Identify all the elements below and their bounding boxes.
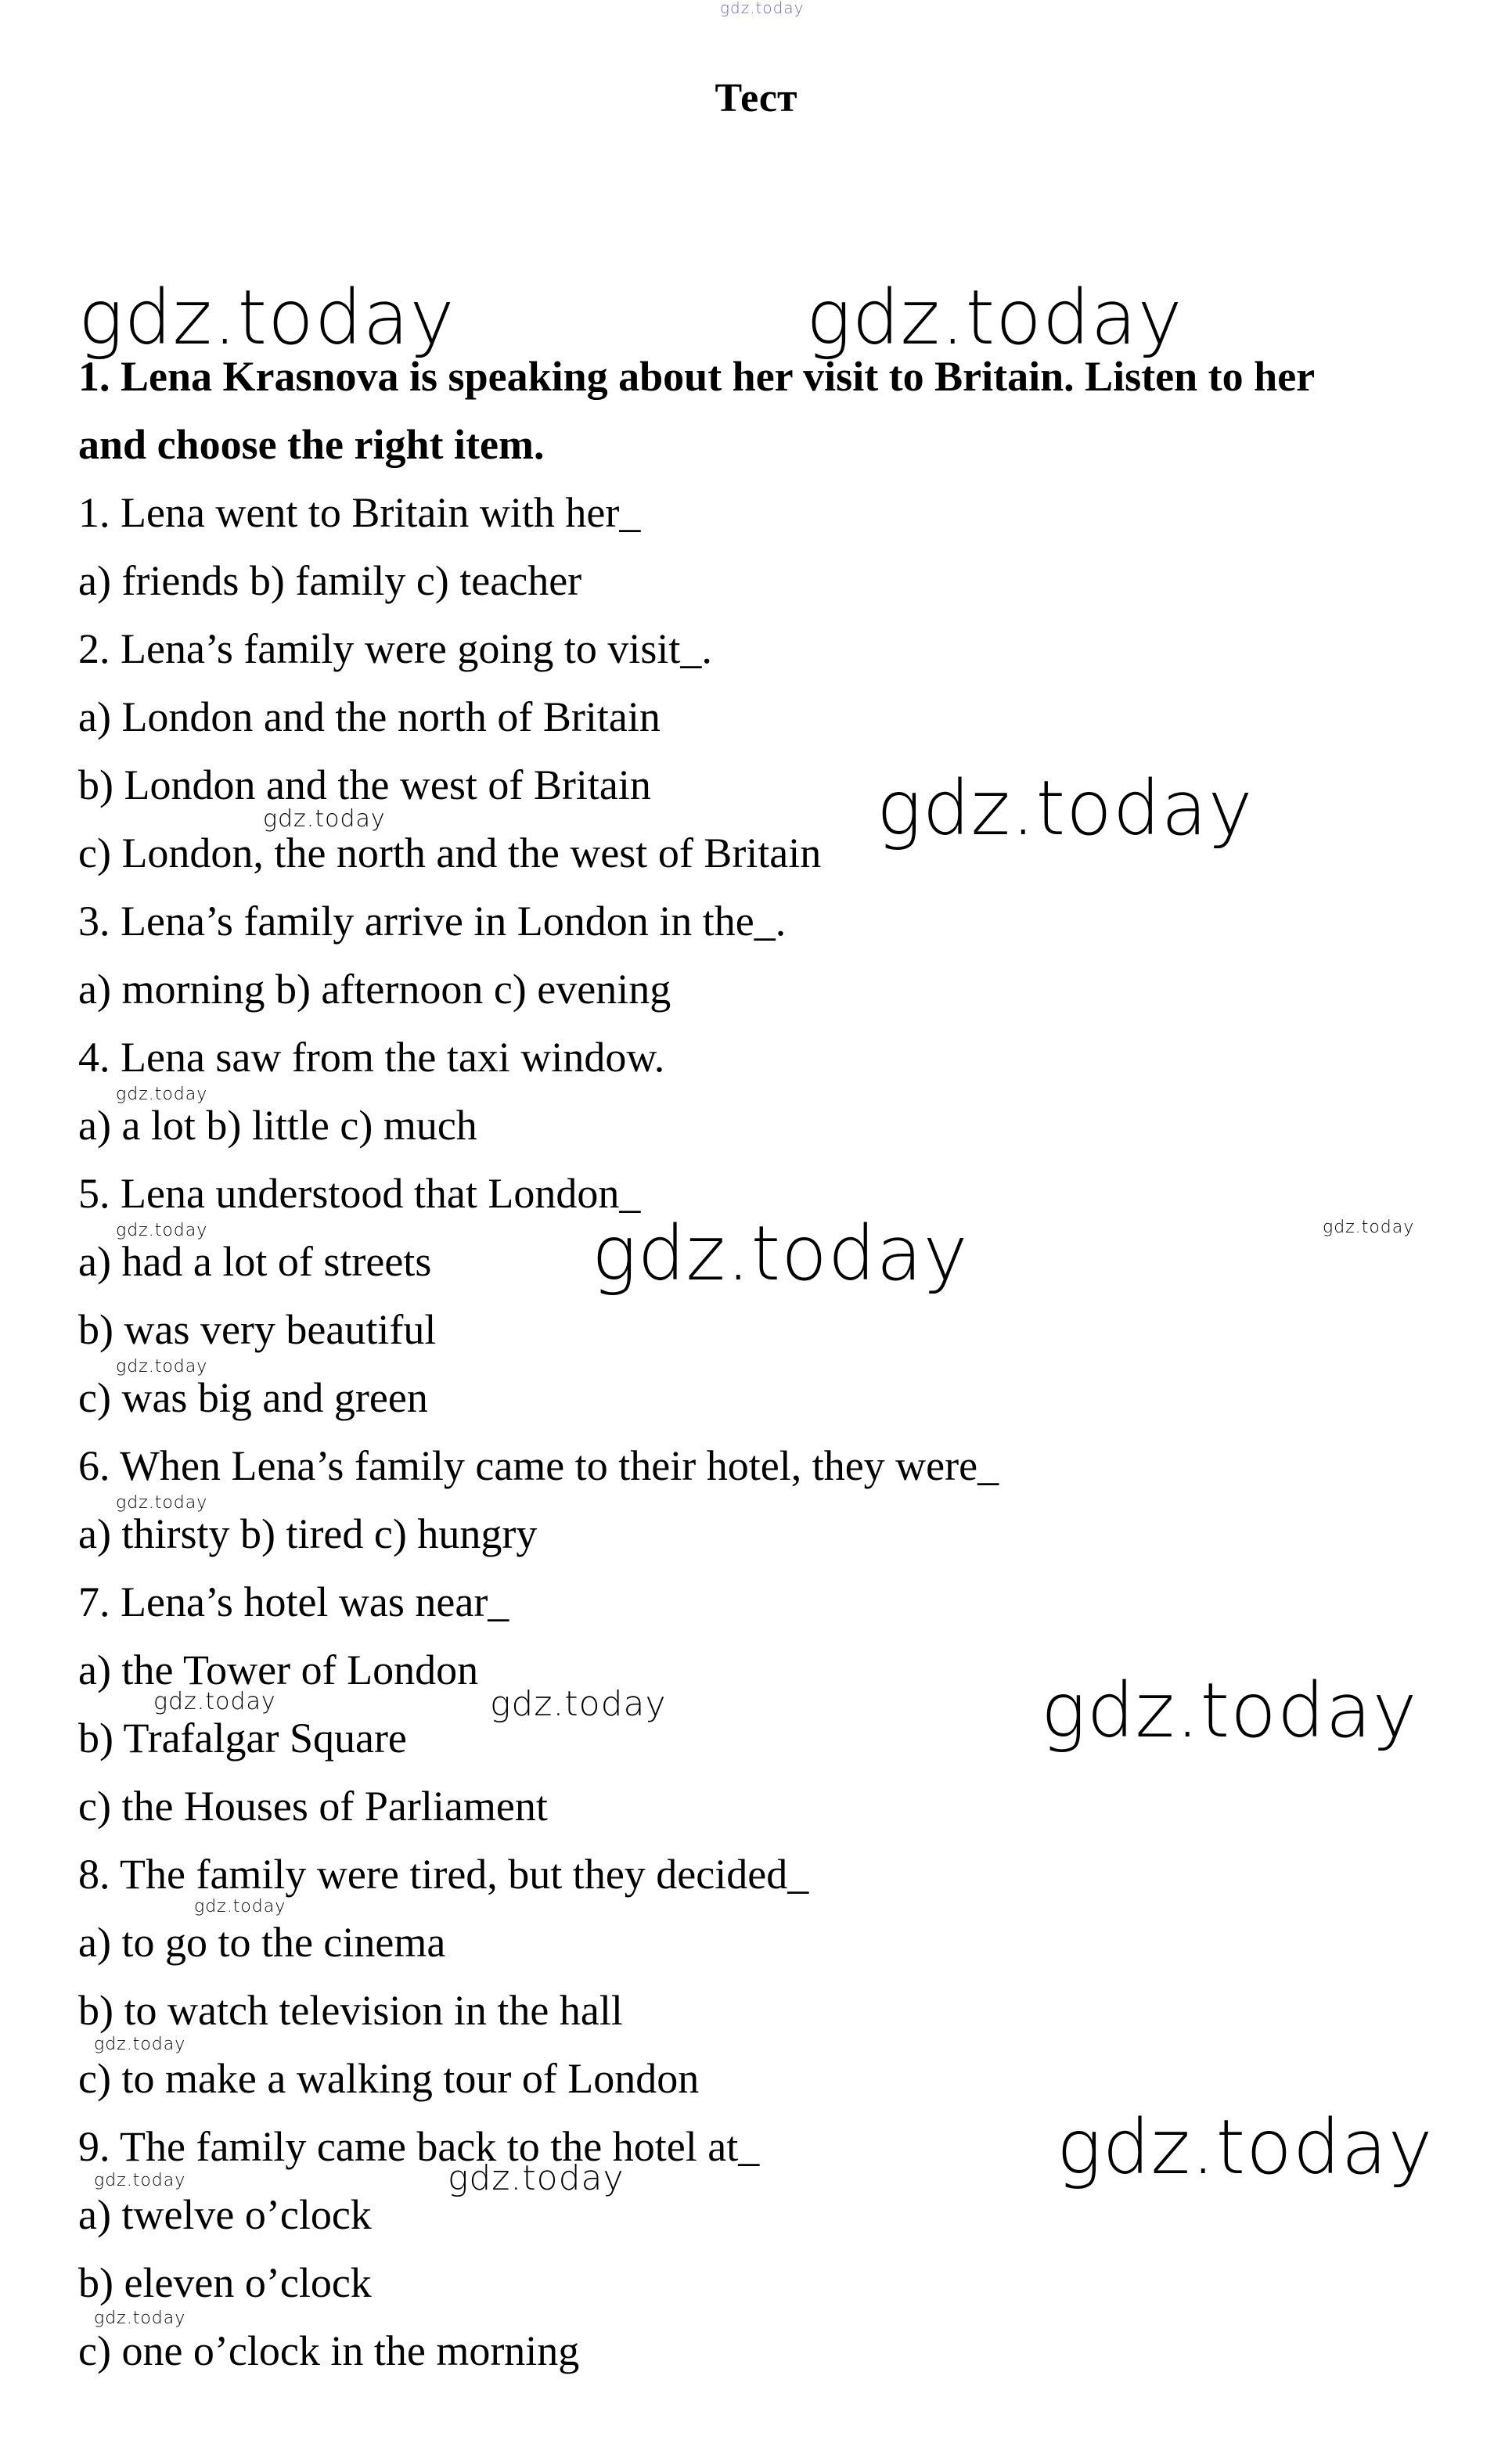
question-2: 2. Lena’s family were going to visit_. bbox=[78, 625, 712, 672]
watermark: gdz.today bbox=[877, 765, 1254, 852]
watermark: gdz.today bbox=[720, 0, 805, 17]
task-heading-line-1: 1. Lena Krasnova is speaking about her visit to Britain. Listen to her bbox=[78, 353, 1316, 400]
watermark: gdz.today bbox=[116, 1493, 208, 1513]
answer-option: a) had a lot of streets bbox=[78, 1238, 432, 1285]
answer-options: a) morning b) afternoon c) evening bbox=[78, 966, 671, 1013]
watermark: gdz.today bbox=[1057, 2104, 1434, 2191]
watermark: gdz.today bbox=[592, 1210, 969, 1297]
question-6: 6. When Lena’s family came to their hotel, they were_ bbox=[78, 1442, 999, 1489]
answer-option: c) London, the north and the west of Britain bbox=[78, 830, 822, 876]
answer-option: a) to go to the cinema bbox=[78, 1919, 446, 1966]
answer-option: b) Trafalgar Square bbox=[78, 1715, 407, 1762]
watermark: gdz.today bbox=[78, 274, 455, 362]
watermark: gdz.today bbox=[1323, 1218, 1415, 1237]
watermark: gdz.today bbox=[116, 1221, 208, 1240]
watermark: gdz.today bbox=[490, 1684, 667, 1724]
watermark: gdz.today bbox=[806, 274, 1183, 362]
watermark: gdz.today bbox=[448, 2158, 625, 2198]
answer-option: b) eleven o’clock bbox=[78, 2259, 372, 2306]
answer-option: c) one o’clock in the morning bbox=[78, 2327, 580, 2374]
watermark: gdz.today bbox=[194, 1897, 286, 1916]
answer-option: a) London and the north of Britain bbox=[78, 693, 661, 740]
watermark: gdz.today bbox=[116, 1085, 208, 1104]
watermark: gdz.today bbox=[1041, 1667, 1418, 1754]
answer-option: b) to watch television in the hall bbox=[78, 1987, 623, 2034]
page-title: Тест bbox=[715, 76, 797, 121]
answer-options: a) friends b) family c) teacher bbox=[78, 557, 582, 604]
answer-option: c) to make a walking tour of London bbox=[78, 2055, 700, 2102]
answer-option: b) London and the west of Britain bbox=[78, 761, 651, 808]
question-1: 1. Lena went to Britain with her_ bbox=[78, 489, 641, 536]
task-heading-line-2: and choose the right item. bbox=[78, 421, 545, 468]
watermark: gdz.today bbox=[263, 805, 386, 833]
answer-option: c) the Houses of Parliament bbox=[78, 1783, 548, 1830]
watermark: gdz.today bbox=[116, 1357, 208, 1377]
answer-options: a) thirsty b) tired c) hungry bbox=[78, 1510, 538, 1557]
answer-option: a) the Tower of London bbox=[78, 1646, 479, 1693]
question-9: 9. The family came back to the hotel at_ bbox=[78, 2123, 760, 2170]
answer-options: a) a lot b) little c) much bbox=[78, 1102, 477, 1149]
watermark: gdz.today bbox=[94, 2171, 186, 2190]
question-4: 4. Lena saw from the taxi window. bbox=[78, 1034, 665, 1081]
answer-option: b) was very beautiful bbox=[78, 1306, 437, 1353]
question-5: 5. Lena understood that London_ bbox=[78, 1170, 641, 1217]
watermark: gdz.today bbox=[153, 1688, 276, 1715]
watermark: gdz.today bbox=[94, 2309, 186, 2328]
question-3: 3. Lena’s family arrive in London in the_. bbox=[78, 898, 787, 945]
question-8: 8. The family were tired, but they decided_ bbox=[78, 1851, 809, 1898]
answer-option: a) twelve o’clock bbox=[78, 2191, 372, 2238]
watermark: gdz.today bbox=[94, 2035, 186, 2054]
question-7: 7. Lena’s hotel was near_ bbox=[78, 1578, 509, 1625]
answer-option: c) was big and green bbox=[78, 1374, 428, 1421]
